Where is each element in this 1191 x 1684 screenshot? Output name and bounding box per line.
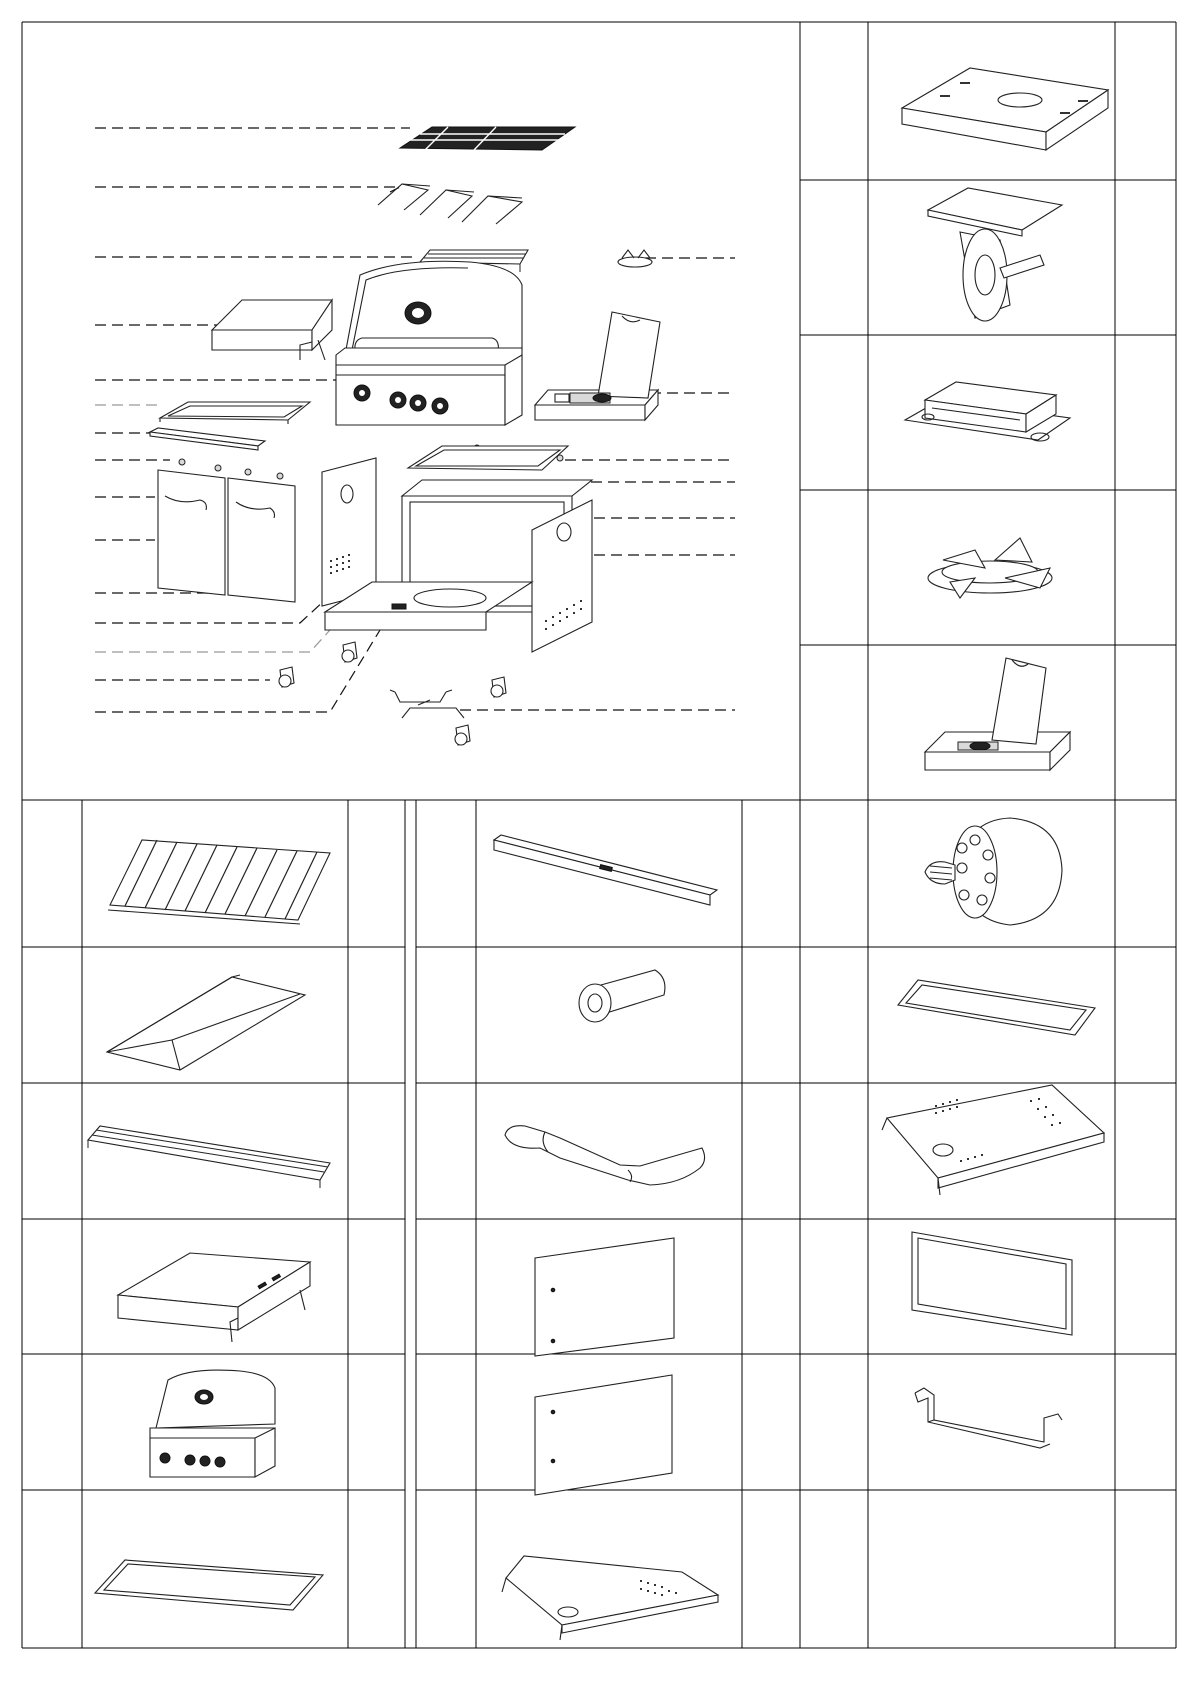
part-icon-shelf-frame [898,980,1095,1035]
door-left-item [158,470,225,595]
cooking-grate-assembly [400,127,575,150]
burner-cap-item [618,250,652,267]
part-icon-support-bracket [915,1388,1062,1448]
top-panel-item [408,446,568,470]
part-icon-spacer-sleeve [579,970,665,1022]
side-shelf-left [212,300,332,360]
front-beam-item [150,428,265,450]
part-icon-bottom-shelf [502,1556,718,1640]
part-icon-door-right [535,1375,672,1495]
part-icon-cooking-grate [108,840,330,924]
casters [279,642,506,745]
part-icon-locking-caster [928,188,1062,321]
part-icon-top-panel [902,68,1108,150]
part-icon-side-burner [925,658,1070,770]
part-icon-control-knob [925,818,1062,925]
side-burner-assembly [535,312,660,420]
part-icon-door-handle [505,1126,705,1185]
part-icon-tray-frame [95,1560,323,1610]
part-icon-warming-rack [88,1126,330,1188]
exploded-view [95,127,735,745]
part-icon-magnet-catch [905,382,1070,441]
part-icon-flame-tamer [107,975,305,1070]
part-icon-back-panel [912,1232,1072,1335]
flame-tamer-assembly [378,184,522,224]
part-icon-burner-cap [928,538,1052,598]
tray-frame-item [160,402,310,424]
support-bracket-assembly [390,690,464,718]
door-right-item [228,478,295,602]
part-icon-side-shelf [118,1253,310,1342]
grill-head-assembly [336,261,522,425]
part-icon-door-left [535,1238,674,1356]
part-icon-grill-head [150,1370,275,1477]
part-icon-side-panel [882,1085,1104,1195]
side-panel-left [322,458,376,606]
part-icon-front-beam [494,835,717,905]
